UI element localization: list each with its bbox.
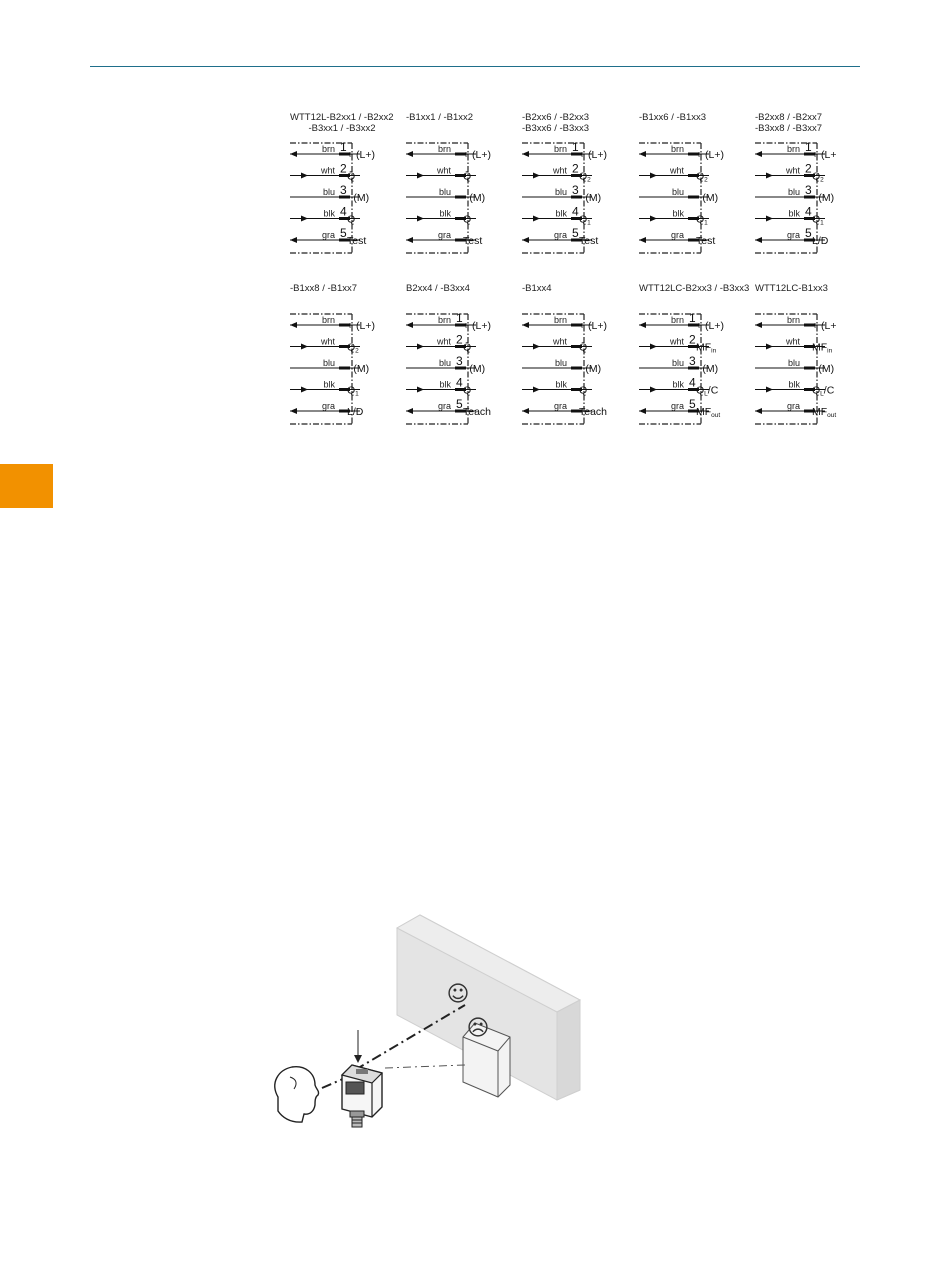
signal-label: Q [463,213,472,226]
pin-row [639,209,709,227]
pin-row [755,205,825,227]
arrow-left-icon [406,408,413,414]
arrow-right-icon [650,387,657,393]
wire-color-label: blu [554,187,567,197]
pin-row [290,337,360,355]
wire-color-label: brn [321,144,335,154]
signal-label: Q̄ [463,170,472,183]
arrow-left-icon [290,408,297,414]
pin-number: 5 [805,226,812,240]
wire-color-label: gra [437,401,451,411]
chapter-tab [0,464,53,508]
arrow-left-icon [755,408,762,414]
wiring-diagram [290,283,402,431]
signal-label: + (L+ [812,149,837,161]
arrow-right-icon [301,173,308,179]
pin-row [755,183,834,204]
pin-row [290,183,369,204]
wire-color-label: gra [553,401,567,411]
beam-to-object [385,1065,465,1068]
wire-color-label: wht [669,165,684,176]
wiring-diagram [639,112,751,260]
pin-row [290,315,375,332]
pin-row [290,226,366,247]
wire-color-label: wht [552,165,567,176]
wire-color-label: blk [323,379,335,390]
arrow-right-icon [417,344,424,350]
arrow-left-icon [522,151,529,157]
sensor-icon [342,1065,382,1127]
wiring-diagram [290,112,402,260]
wiring-diagram-title: -B1xx8 / -B1xx7 [290,283,358,294]
signal-label: MFout [696,406,721,419]
pin-number: 1 [689,311,696,325]
pin-number: 1 [572,140,579,154]
wiring-diagram [522,283,634,431]
pin-row [755,337,833,355]
wire-color-label: blk [555,208,567,219]
wire-color-label: blu [554,358,567,368]
wire-color-label: gra [670,230,684,240]
wire-color-label: gra [553,230,567,240]
pin-number: 3 [805,183,812,197]
wiring-diagram-svg [755,112,867,260]
signal-label: - (M) [812,192,835,204]
signal-label: Q [347,213,356,226]
signal-label: Q1 [347,384,359,398]
wiring-diagram-title: WTT12LC-B2xx3 / -B3xx3 [639,283,750,294]
signal-label: MFin [812,341,833,355]
signal-label: - (M) [347,363,370,375]
signal-label: - (M) [463,192,486,204]
wiring-diagram-svg [522,283,634,431]
arrow-left-icon [522,322,529,328]
pin-row [755,226,829,247]
wiring-diagram-title: -B1xx1 / -B1xx2 [406,112,474,123]
signal-label: Q̄ [579,341,588,354]
wiring-diagram-title: B2xx4 / -B3xx4 [406,283,470,294]
signal-label: MFout [812,406,837,419]
pin-row [522,358,601,375]
pin-number: 5 [572,226,579,240]
pin-row [522,183,601,204]
arrow-right-icon [766,387,773,393]
wire-color-label: brn [553,315,567,325]
wire-color-label: blu [438,187,451,197]
wiring-diagram-svg [290,112,402,260]
wire-color-label: blu [787,187,800,197]
pin-row [522,205,592,227]
arrow-left-icon [639,151,646,157]
arrow-right-icon [533,387,540,393]
pin-row [639,333,717,355]
signal-label: Q1 [812,213,824,227]
pin-number: 2 [689,332,696,347]
pin-row [522,315,607,332]
pin-row [639,187,718,204]
wire-color-label: blu [322,358,335,368]
arrow-left-icon [406,322,413,328]
signal-label: QL/C [812,384,835,398]
pin-row [522,226,598,247]
signal-label: + (L+) [696,149,725,161]
signal-label: Q [579,384,588,397]
wiring-diagram-svg [406,112,518,260]
pin-number: 1 [805,140,812,154]
arrow-right-icon [301,216,308,222]
pin-number: 3 [689,354,696,368]
arrow-right-icon [533,173,540,179]
arrow-right-icon [417,173,424,179]
wire-color-label: blu [438,358,451,368]
signal-label: + (L+) [347,149,376,161]
pin-row [406,333,476,354]
signal-label: Teach [579,406,608,418]
wiring-diagram [639,283,751,431]
wire-color-label: brn [786,144,800,154]
arrow-left-icon [290,151,297,157]
arrow-left-icon [406,237,413,243]
signal-label: - (M) [696,192,719,204]
pin-row [406,397,491,418]
wire-color-label: wht [320,336,335,347]
arrow-right-icon [650,216,657,222]
pin-number: 4 [456,375,463,390]
pin-number: 5 [689,397,696,411]
wiring-diagram [406,112,518,260]
signal-label: Q̄ [347,170,356,183]
wiring-diagram-svg [290,283,402,431]
signal-label: Teach [463,406,492,418]
arrow-left-icon [755,237,762,243]
pin-row [639,166,709,184]
wire-color-label: gra [321,401,335,411]
pin-number: 2 [456,332,463,347]
arrow-right-icon [766,173,773,179]
pin-row [406,187,485,204]
arrow-right-icon [650,344,657,350]
wire-color-label: gra [786,401,800,411]
wiring-diagram-title: -B2xx6 / -B2xx3 -B3xx6 / -B3xx3 [522,112,590,134]
signal-label: + (L+) [579,149,608,161]
signal-label: - (M) [579,363,602,375]
arrow-right-icon [766,216,773,222]
wire-color-label: wht [785,336,800,347]
wire-color-label: wht [669,336,684,347]
signal-label: Q2 [579,170,591,184]
pin-row [290,401,364,418]
signal-label: - (M) [347,192,370,204]
signal-label: Test [696,235,716,247]
signal-label: Test [463,235,483,247]
pin-number: 4 [805,204,812,219]
arrow-left-icon [639,408,646,414]
wire-color-label: wht [552,336,567,347]
pin-row [522,162,592,184]
wire-color-label: blk [439,208,451,219]
signal-label: - (M) [696,363,719,375]
wire-color-label: blk [672,208,684,219]
signal-label: QL/C [696,384,719,398]
header-rule [90,66,860,67]
good-detection-icon: ☺ [446,982,470,1007]
pin-row [406,376,476,397]
pin-number: 2 [805,161,812,176]
wire-color-label: blk [788,379,800,390]
wire-color-label: blk [323,208,335,219]
signal-label: L/D [347,406,364,418]
pin-number: 2 [340,161,347,176]
pin-row [290,380,360,398]
wiring-diagram-title: WTT12L-B2xx1 / -B2xx2 -B3xx1 / -B3xx2 [290,112,394,134]
wire-color-label: gra [321,230,335,240]
wire-color-label: blu [322,187,335,197]
pin-row [290,205,360,226]
wire-color-label: gra [670,401,684,411]
signal-label: + (L+) [463,149,492,161]
pin-row [290,358,369,375]
wire-color-label: brn [786,315,800,325]
pin-row [522,401,607,418]
signal-label: Q̄ [463,341,472,354]
pin-number: 4 [572,204,579,219]
pin-row [639,144,724,161]
arrow-right-icon [533,216,540,222]
pin-row [406,166,476,183]
wiring-diagram [755,112,867,260]
signal-label: - (M) [463,363,486,375]
pin-row [755,380,835,398]
arrow-right-icon [301,344,308,350]
wire-color-label: blu [671,358,684,368]
signal-label: + (L+) [463,320,492,332]
arrow-right-icon [417,387,424,393]
signal-label: Q2 [347,341,359,355]
wiring-diagram-title: -B1xx4 [522,283,552,294]
pin-number: 3 [572,183,579,197]
wire-color-label: brn [437,315,451,325]
bad-detection-icon: ☹ [466,1016,490,1041]
sensor-illustration [260,905,600,1135]
pin-row [406,354,485,375]
wiring-diagram-title: WTT12LC-B1xx3 [755,283,828,294]
pin-row [406,230,482,247]
pin-number: 4 [340,204,347,219]
wiring-diagram-svg [639,112,751,260]
wire-color-label: brn [553,144,567,154]
wire-color-label: wht [436,165,451,176]
signal-label: - (M) [579,192,602,204]
pin-number: 3 [340,183,347,197]
signal-label: + (L+) [579,320,608,332]
pin-row [639,230,715,247]
pin-number: 4 [689,375,696,390]
pin-row [755,358,834,375]
wire-color-label: blk [672,379,684,390]
sensor-illustration-svg [260,905,600,1135]
wiring-diagram-svg [406,283,518,431]
wiring-diagram-svg [755,283,867,431]
wiring-diagram-svg [639,283,751,431]
signal-label: Test [579,235,599,247]
wiring-diagram [755,283,867,431]
signal-label: Q1 [579,213,591,227]
wiring-diagram-title: -B1xx6 / -B1xx3 [639,112,707,123]
wire-color-label: blu [671,187,684,197]
arrow-left-icon [522,408,529,414]
wire-color-label: wht [785,165,800,176]
pin-number: 5 [456,397,463,411]
pin-number: 1 [456,311,463,325]
wire-color-label: blk [555,379,567,390]
signal-label: Q1 [696,213,708,227]
arrow-left-icon [755,322,762,328]
wire-color-label: brn [437,144,451,154]
pin-row [406,209,476,226]
pin-row [639,397,720,419]
wall-side [557,1000,580,1100]
arrow-right-icon [650,173,657,179]
pin-row [639,376,719,398]
signal-label: Test [347,235,367,247]
pin-row [755,315,837,332]
signal-label: + (L+ [812,320,837,332]
arrow-right-icon [417,216,424,222]
signal-label: + (L+) [347,320,376,332]
pin-row [290,162,360,183]
arrow-left-icon [639,322,646,328]
wire-color-label: blk [439,379,451,390]
wire-color-label: brn [670,315,684,325]
pin-row [406,144,491,161]
pin-row [639,354,718,375]
signal-label: L/D [812,235,829,247]
wire-color-label: wht [436,336,451,347]
signal-label: MFin [696,341,717,355]
wiring-diagram [406,283,518,431]
wire-color-label: brn [321,315,335,325]
wire-color-label: blk [788,208,800,219]
pin-number: 5 [340,226,347,240]
pin-row [755,401,836,419]
pin-row [522,337,592,354]
pin-number: 2 [572,161,579,176]
wire-color-label: gra [437,230,451,240]
arrow-right-icon [301,387,308,393]
wiring-diagram-title: -B2xx8 / -B2xx7 -B3xx8 / -B3xx7 [755,112,823,134]
pin-number: 3 [456,354,463,368]
wiring-diagram-svg [522,112,634,260]
signal-label: Q [463,384,472,397]
wire-color-label: brn [670,144,684,154]
pin-row [522,380,592,397]
signal-label: + (L+) [696,320,725,332]
wire-color-label: wht [320,165,335,176]
pin-number: 1 [340,140,347,154]
wiring-diagram [522,112,634,260]
arrow-right-icon [533,344,540,350]
arrow-left-icon [639,237,646,243]
signal-label: Q2 [696,170,708,184]
arrow-left-icon [290,322,297,328]
wire-color-label: blu [787,358,800,368]
arrow-left-icon [522,237,529,243]
pin-row [755,162,825,184]
arrow-left-icon [290,237,297,243]
arrow-right-icon [766,344,773,350]
signal-label: - (M) [812,363,835,375]
signal-label: Q2 [812,170,824,184]
wire-color-label: gra [786,230,800,240]
person-head-icon [275,1067,319,1122]
arrow-left-icon [755,151,762,157]
arrow-left-icon [406,151,413,157]
